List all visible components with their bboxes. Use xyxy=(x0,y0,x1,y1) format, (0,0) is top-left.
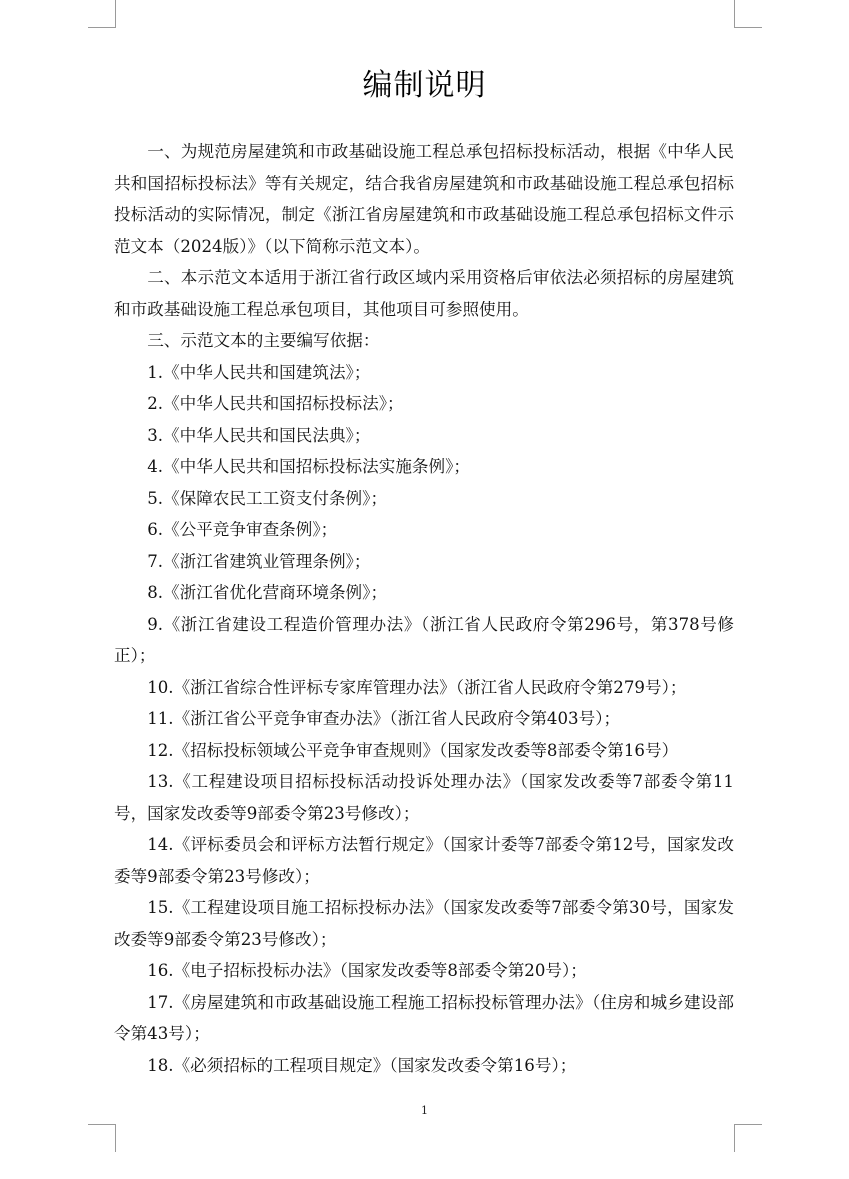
basis-item-1: 1.《中华人民共和国建筑法》； xyxy=(147,362,371,382)
basis-item-16: 16.《电子招标投标办法》（国家发改委等8部委令第20号）； xyxy=(147,961,587,980)
basis-item-14: 14.《评标委员会和评标方法暂行规定》（国家计委等7部委令第12号，国家发改委等9部委令第23号修改）； xyxy=(114,835,734,886)
basis-item-13: 13.《工程建设项目招标投标活动投诉处理办法》（国家发改委等7部委令第11号，国家发改委等9部委令第23号修改）； xyxy=(114,772,734,823)
paragraph-basis-heading: 三、示范文本的主要编写依据： xyxy=(147,331,380,350)
basis-item-4: 4.《中华人民共和国招标投标法实施条例》； xyxy=(147,457,470,476)
basis-item-17: 17.《房屋建筑和市政基础设施工程施工招标投标管理办法》（住房和城乡建设部令第43号）； xyxy=(114,992,734,1043)
basis-item-7: 7.《浙江省建筑业管理条例》； xyxy=(147,551,371,571)
document-body xyxy=(114,136,734,1081)
crop-mark-bottom-left xyxy=(88,1124,116,1152)
crop-mark-bottom-right xyxy=(734,1124,762,1152)
basis-item-2: 2.《中华人民共和国招标投标法》； xyxy=(147,394,404,413)
paragraph-intro: 一、为规范房屋建筑和市政基础设施工程总承包招标投标活动，根据《中华人民共和国招标投标法》等有关规定，结合我省房屋建筑和市政基础设施工程总承包招标投标活动的实际情况，制定《浙江省房屋建筑和市政基础设施工程总承包招标文件示范文本（2024版）》（以下简称示范文本）。 xyxy=(114,142,734,256)
crop-mark-top-right xyxy=(734,0,762,28)
basis-item-6: 6.《公平竞争审查条例》； xyxy=(147,520,338,539)
basis-item-3: 3.《中华人民共和国民法典》； xyxy=(147,425,371,445)
page-number: 1 xyxy=(421,1104,428,1117)
basis-item-18: 18.《必须招标的工程项目规定》（国家发改委令第16号）； xyxy=(147,1055,577,1075)
basis-item-8: 8.《浙江省优化营商环境条例》； xyxy=(147,583,388,602)
crop-mark-top-left xyxy=(88,0,116,28)
basis-item-15: 15.《工程建设项目施工招标投标办法》（国家发改委等7部委令第30号，国家发改委等9部委令第23号修改）； xyxy=(114,898,734,949)
basis-item-12: 12.《招标投标领域公平竞争审查规则》（国家发改委等8部委令第16号） xyxy=(147,740,679,760)
basis-item-9: 9.《浙江省建设工程造价管理办法》（浙江省人民政府令第296号，第378号修正）； xyxy=(114,614,734,665)
paragraph-scope: 二、本示范文本适用于浙江省行政区域内采用资格后审依法必须招标的房屋建筑和市政基础设施工程总承包项目，其他项目可参照使用。 xyxy=(114,268,734,319)
basis-item-11: 11.《浙江省公平竞争审查办法》（浙江省人民政府令第403号）； xyxy=(147,709,621,728)
page-title: 编制说明 xyxy=(362,68,487,103)
basis-item-10: 10.《浙江省综合性评标专家库管理办法》（浙江省人民政府令第279号）； xyxy=(147,677,687,697)
basis-item-5: 5.《保障农民工工资支付条例》； xyxy=(147,488,388,508)
